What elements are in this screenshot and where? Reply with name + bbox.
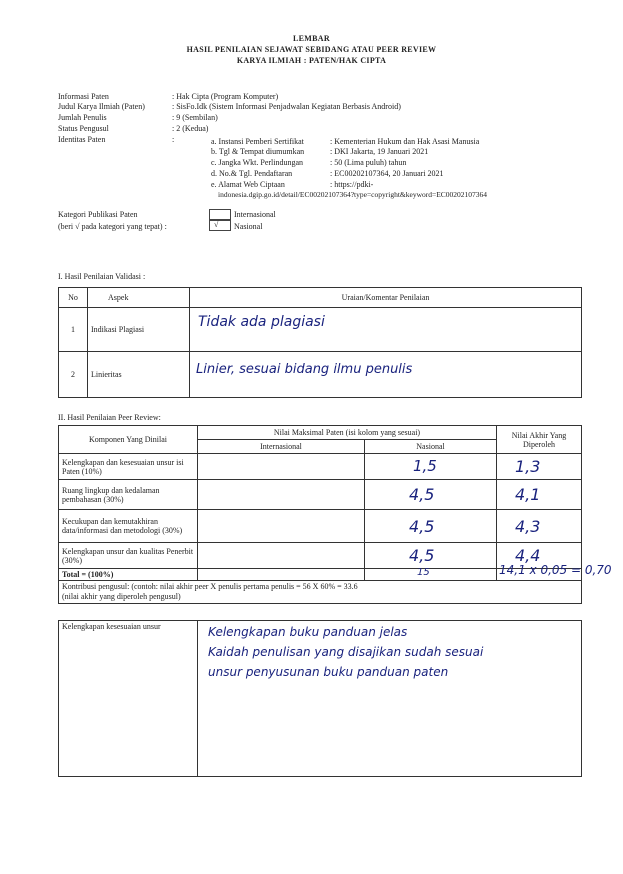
kategori-label: Kategori Publikasi Paten [58, 210, 138, 219]
checkbox-nasional[interactable] [209, 220, 231, 231]
section1-title: I. Hasil Penilaian Validasi : [58, 272, 146, 281]
col-komponen: Komponen Yang Dinilai [59, 426, 198, 454]
handwritten-value: 1,5 [413, 457, 437, 475]
table-row [59, 480, 582, 510]
doc-subtitle: KARYA ILMIAH : PATEN/HAK CIPTA [236, 56, 387, 65]
handwritten-value: 15 [417, 567, 430, 578]
col-komentar: Uraian/Komentar Penilaian [190, 288, 582, 308]
kontribusi-text: Kontribusi pengusul: (contoh: nilai akhir peer X penulis pertama penulis = 56 X 60% = 33.6 [62, 582, 358, 591]
info-value: : 9 (Sembilan) [172, 113, 218, 122]
identity-label: e. Alamat Web Ciptaan [211, 180, 285, 189]
komentar-label: Kelengkapan kesesuaian unsur [59, 621, 198, 777]
komponen-cell: Kelengkapan dan kesesuaian unsur isi Paten (10%) [59, 454, 198, 480]
akhir-cell [497, 510, 582, 543]
kategori-hint: (beri √ pada kategori yang tepat) : [58, 222, 167, 231]
row-aspek: Linieritas [88, 352, 190, 398]
table-row [59, 308, 582, 352]
komentar-table [58, 620, 582, 777]
info-label: Status Pengusul [58, 124, 109, 133]
handwritten-value: 4,4 [515, 546, 541, 565]
identity-value: : https://pdki- [330, 180, 374, 189]
option-internasional: Internasional [234, 210, 276, 219]
akhir-cell [497, 454, 582, 480]
kontribusi-cell [59, 581, 582, 604]
akhir-cell [497, 480, 582, 510]
handwritten-value: 4,5 [409, 517, 435, 536]
komponen-cell: Kelengkapan unsur dan kualitas Penerbit (30%) [59, 543, 198, 569]
kontribusi-note: (nilai akhir yang diperoleh pengusul) [62, 592, 181, 601]
info-label: Jumlah Penulis [58, 113, 107, 122]
col-aspek: Aspek [88, 288, 190, 308]
handwritten-value: 4,5 [409, 546, 435, 565]
row-komentar-cell [190, 352, 582, 398]
nasional-cell [365, 510, 497, 543]
nasional-cell [365, 543, 497, 569]
col-nilai-akhir: Nilai Akhir Yang Diperoleh [497, 426, 582, 454]
col-no: No [59, 288, 88, 308]
col-internasional: Internasional [198, 440, 365, 454]
section2-title: II. Hasil Penilaian Peer Review: [58, 413, 161, 422]
handwritten-value: 4,1 [515, 485, 541, 504]
internasional-cell [198, 569, 365, 581]
identity-label: b. Tgl & Tempat diumumkan [211, 147, 305, 156]
nasional-cell [365, 480, 497, 510]
table-row [59, 510, 582, 543]
validasi-table [58, 287, 582, 398]
komentar-cell [198, 621, 582, 777]
akhir-cell [497, 563, 612, 581]
info-label: Informasi Paten [58, 92, 109, 101]
doc-header-line1: LEMBAR [293, 34, 330, 43]
internasional-cell [198, 454, 365, 480]
identity-value: : EC00202107364, 20 Januari 2021 [330, 169, 444, 178]
check-mark: √ [214, 220, 219, 229]
checkbox-internasional[interactable] [209, 209, 231, 220]
info-label: Identitas Paten [58, 135, 106, 144]
komponen-cell: Ruang lingkup dan kedalaman pembahasan (30%) [59, 480, 198, 510]
komponen-cell: Kecukupan dan kemutakhiran data/informasi dan metodologi (30%) [59, 510, 198, 543]
handwritten-comment: unsur penyusunan buku panduan paten [208, 665, 449, 679]
handwritten-comment: Kaidah penulisan yang disajikan sudah sesuai [208, 645, 484, 659]
nasional-cell [365, 569, 497, 581]
identity-label: a. Instansi Pemberi Sertifikat [211, 137, 304, 146]
col-nilai-maks: Nilai Maksimal Paten (isi kolom yang sesuai) [198, 426, 497, 440]
internasional-cell [198, 543, 365, 569]
info-label: Judul Karya Ilmiah (Paten) [58, 102, 145, 111]
option-nasional: Nasional [234, 222, 263, 231]
info-value: : [172, 135, 175, 144]
identity-label: d. No.& Tgl. Pendaftaran [211, 169, 293, 178]
row-no: 1 [59, 308, 88, 352]
nasional-cell [365, 454, 497, 480]
peer-review-table [58, 425, 612, 604]
col-nasional: Nasional [365, 440, 497, 454]
identity-value: : 50 (Lima puluh) tahun [330, 158, 407, 167]
internasional-cell [198, 480, 365, 510]
row-aspek: Indikasi Plagiasi [88, 308, 190, 352]
info-value: : 2 (Kedua) [172, 124, 209, 133]
table-row [59, 352, 582, 398]
identity-value: : DKI Jakarta, 19 Januari 2021 [330, 147, 429, 156]
kontribusi-row [59, 581, 582, 604]
info-value: : Hak Cipta (Program Komputer) [172, 92, 279, 101]
internasional-cell [198, 510, 365, 543]
identity-value: : Kementerian Hukum dan Hak Asasi Manusia [330, 137, 480, 146]
table-row [59, 454, 582, 480]
handwritten-value: 4,5 [409, 485, 435, 504]
total-row [59, 569, 582, 581]
handwritten-value: 4,3 [515, 517, 541, 536]
row-no: 2 [59, 352, 88, 398]
handwritten-comment: Linier, sesuai bidang ilmu penulis [196, 362, 413, 377]
total-label: Total = (100%) [59, 569, 198, 581]
handwritten-comment: Kelengkapan buku panduan jelas [208, 625, 408, 639]
handwritten-value: 1,3 [515, 457, 541, 476]
handwritten-value: 14,1 x 0,05 = 0,70 [499, 563, 612, 577]
identity-label: c. Jangka Wkt. Perlindungan [211, 158, 304, 167]
doc-title: HASIL PENILAIAN SEJAWAT SEBIDANG ATAU PEER REVIEW [186, 45, 437, 54]
info-value: : SisFo.Idk (Sistem Informasi Penjadwalan Kegiatan Berbasis Android) [172, 102, 401, 111]
handwritten-comment: Tidak ada plagiasi [198, 314, 325, 330]
web-url: indonesia.dgip.go.id/detail/EC00202107364?type=copyright&keyword=EC00202107364 [218, 190, 488, 199]
row-komentar-cell [190, 308, 582, 352]
